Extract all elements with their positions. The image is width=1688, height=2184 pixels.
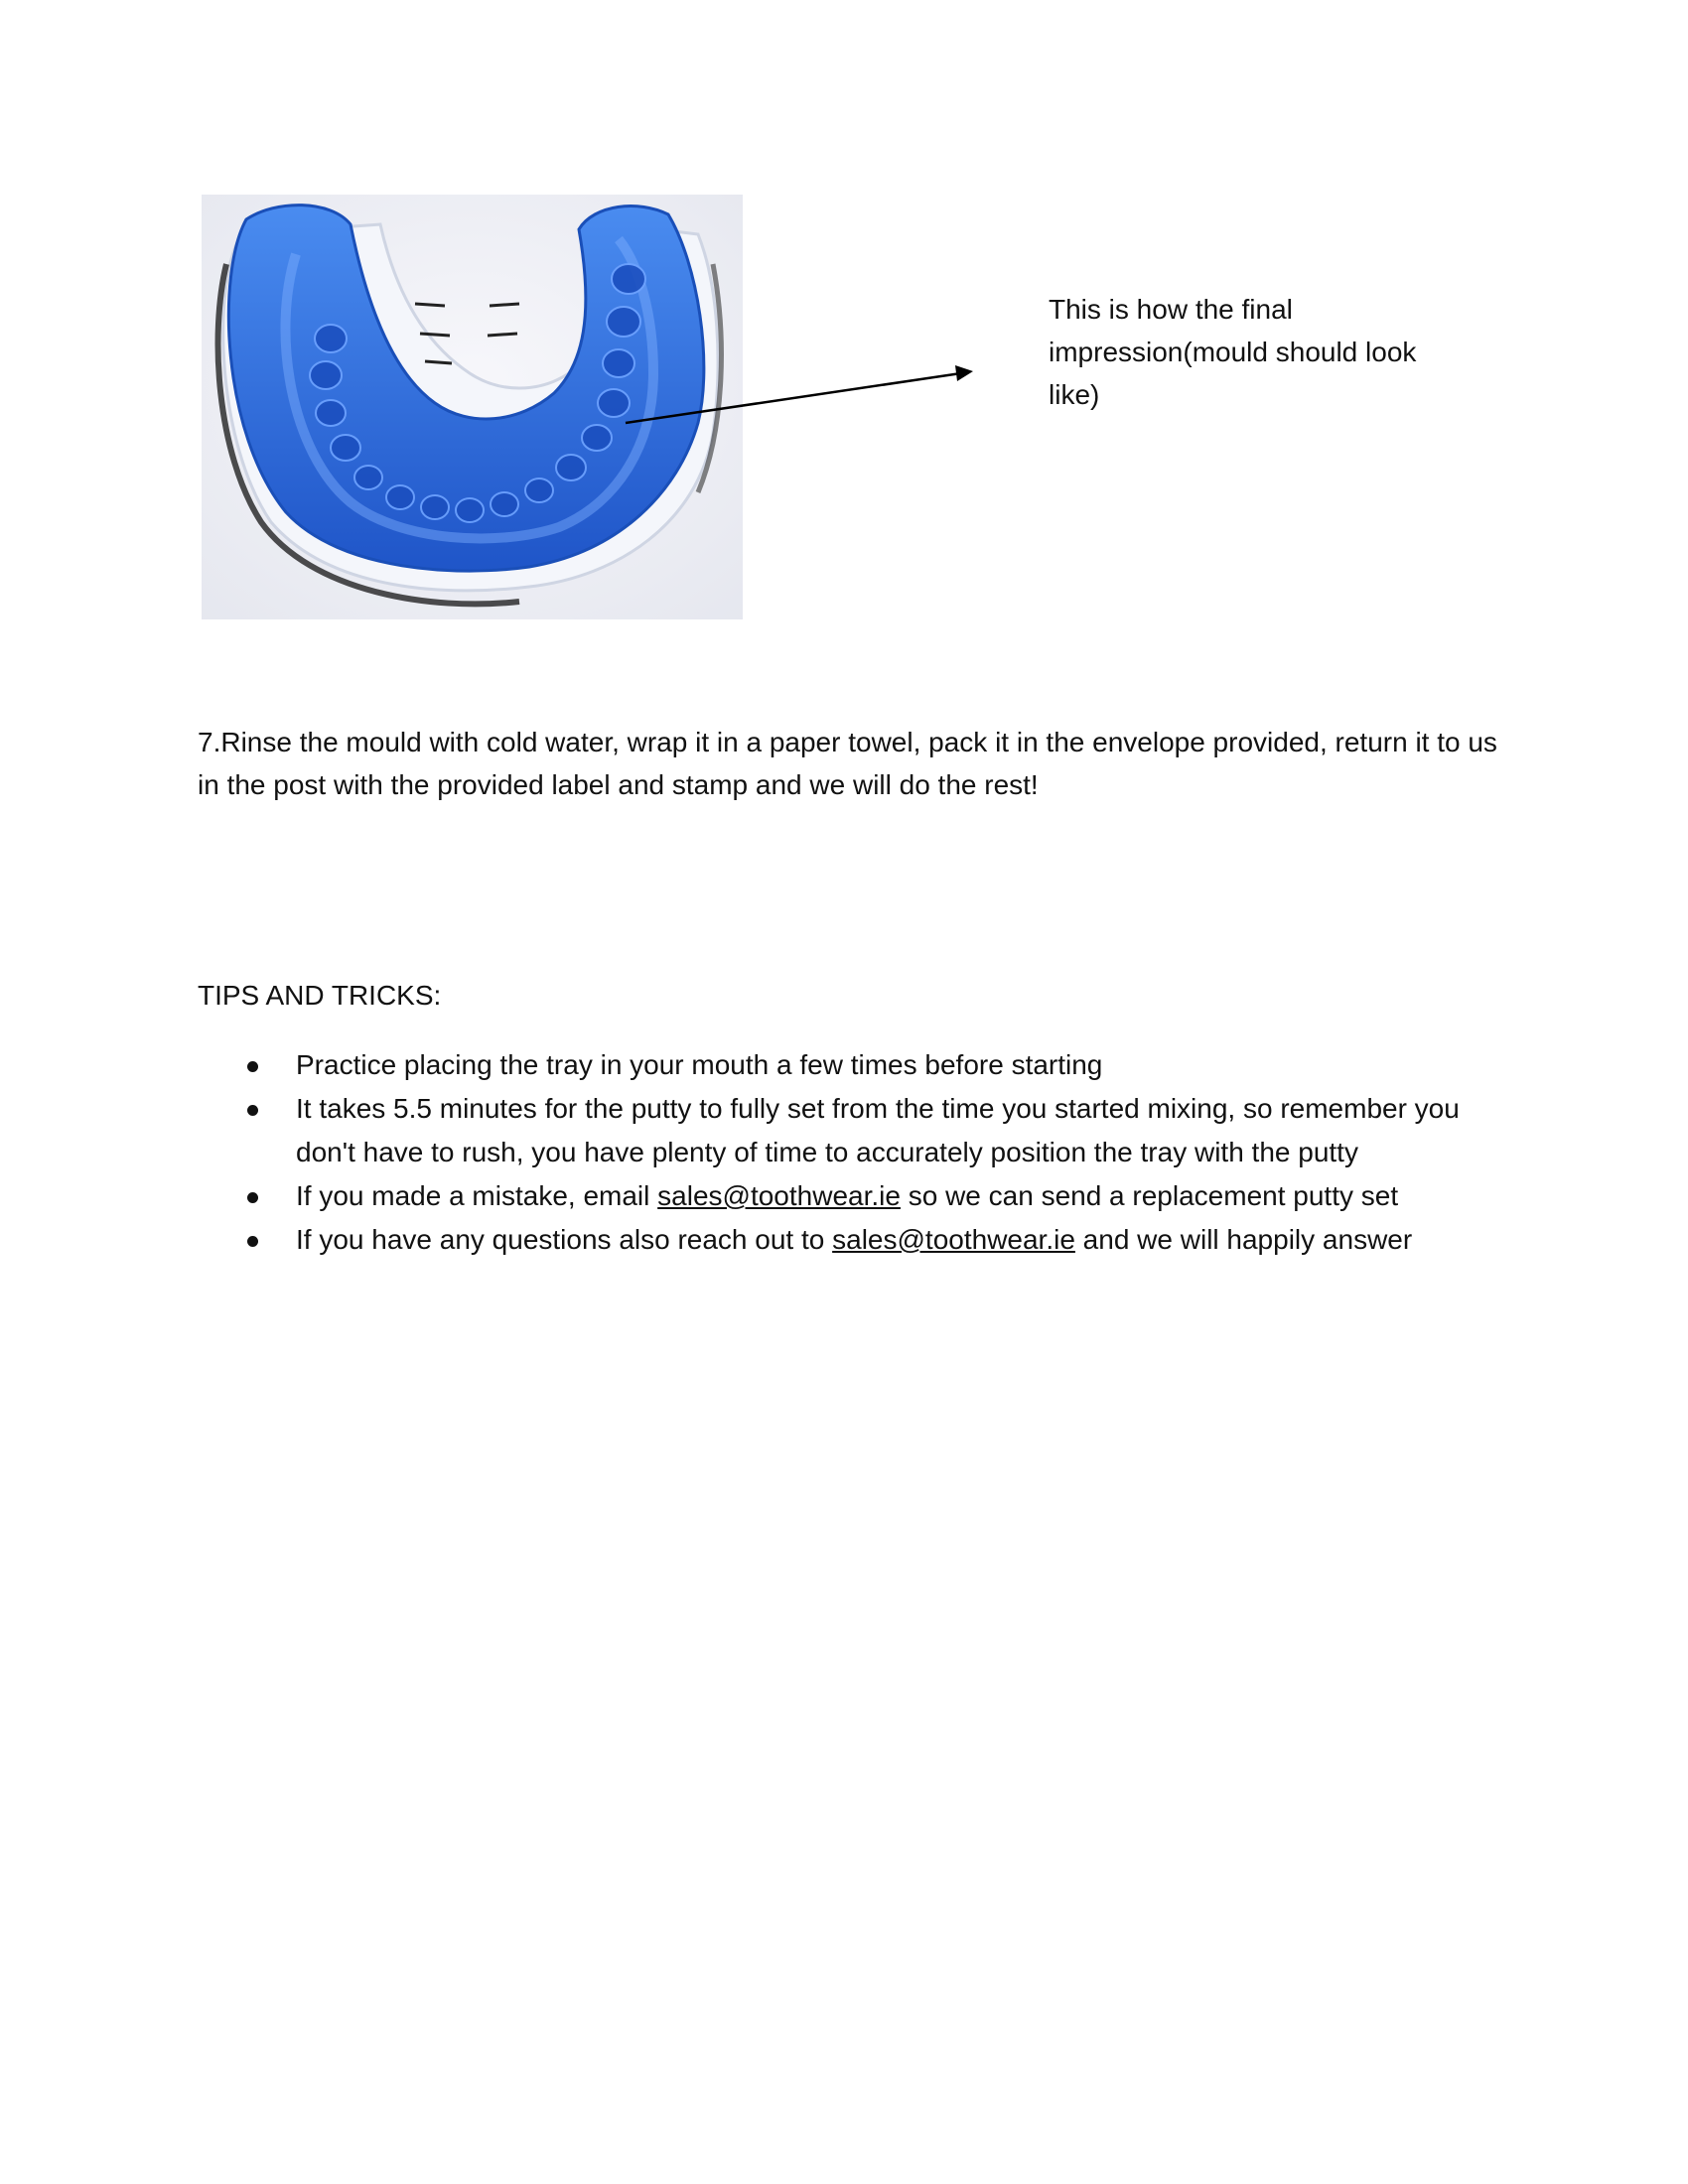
tip-text: so we can send a replacement putty set (900, 1180, 1399, 1211)
tips-list (0, 1043, 1688, 1262)
bullet-icon (247, 1236, 258, 1247)
email-link[interactable]: sales@toothwear.ie (657, 1180, 901, 1211)
tips-heading: TIPS AND TRICKS: (198, 980, 442, 1011)
tip-text: If you made a mistake, email (296, 1180, 658, 1211)
bullet-icon (247, 1061, 258, 1072)
list-item (0, 1174, 1507, 1218)
email-link[interactable]: sales@toothwear.ie (832, 1224, 1075, 1255)
step-7-text: 7.Rinse the mould with cold water, wrap it in a paper towel, pack it in the envelope provided, return it to us in the post with the provided label and stamp and we will do the rest! (198, 727, 1497, 800)
list-item (0, 1087, 1507, 1174)
list-item (0, 1218, 1507, 1262)
tip-text: If you have any questions also reach out to (296, 1224, 833, 1255)
list-item (0, 1043, 1507, 1087)
tip-text: and we will happily answer (1074, 1224, 1413, 1255)
bullet-icon (247, 1192, 258, 1203)
tip-text: Practice placing the tray in your mouth a few times before starting (296, 1049, 1103, 1080)
image-caption: This is how the final impression(mould should look like) (1049, 294, 1417, 410)
tip-text: It takes 5.5 minutes for the putty to fully set from the time you started mixing, so remember you don't have to rush, you have plenty of time to accurately position the tray with the putty (296, 1093, 1460, 1167)
bullet-icon (247, 1105, 258, 1116)
dental-impression-photo (202, 195, 743, 619)
